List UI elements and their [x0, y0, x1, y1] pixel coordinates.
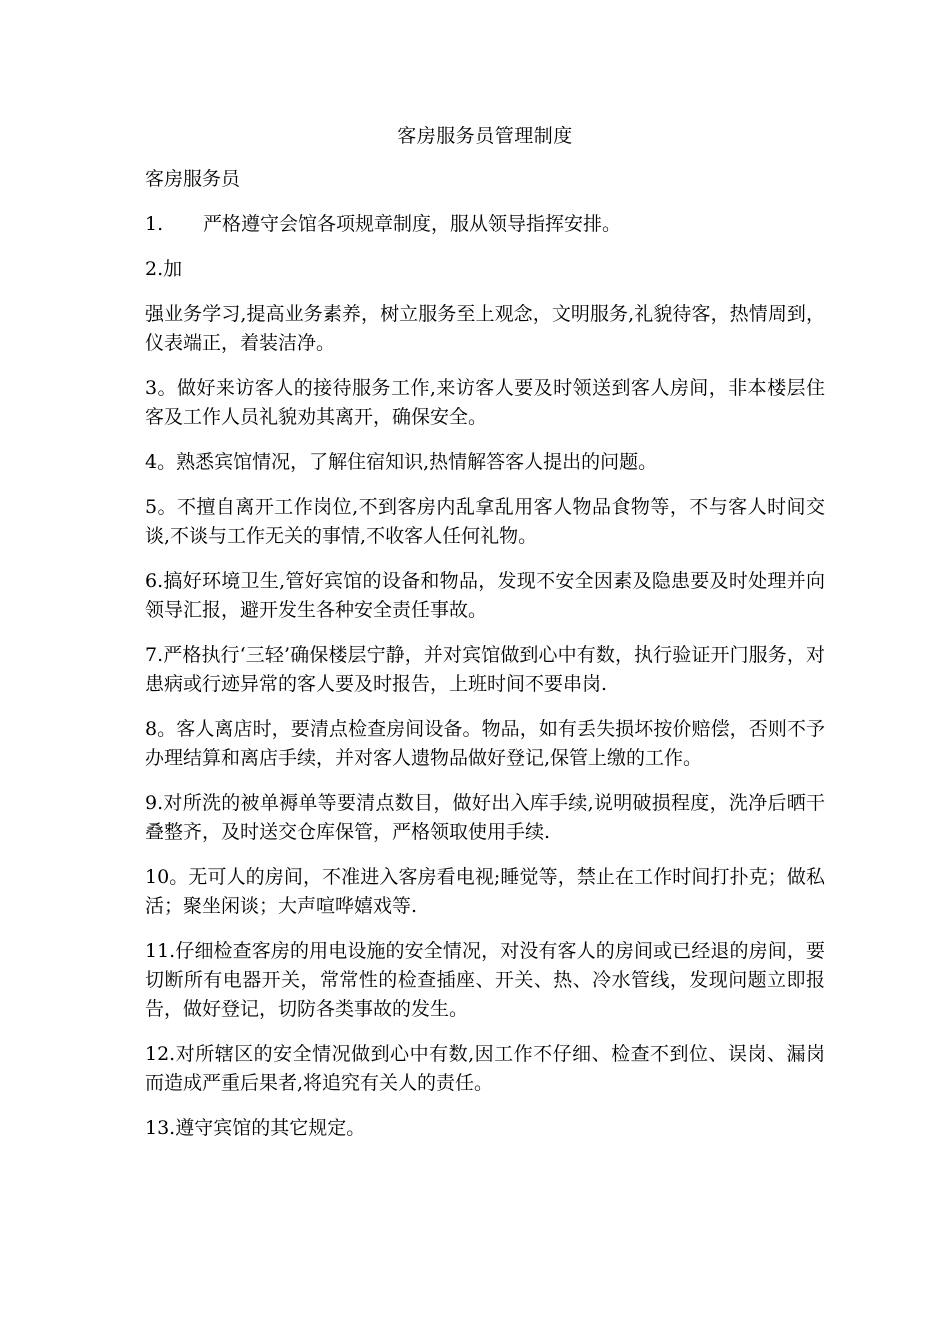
- item-text: 严格执行‘三轻’确保楼层宁静，并对宾馆做到心中有数，执行验证开门服务，对患病或行迹异常的客人要及时报告，上班时间不要串岗.: [145, 644, 825, 695]
- item-text: 仔细检查客房的用电设施的安全情况，对没有客人的房间或已经退的房间，要切断所有电器开关，常常性的检查插座、开关、热、冷水管线，发现问题立即报告，做好登记，切防各类事故的发生。: [145, 940, 825, 1020]
- item-text: 做好来访客人的接待服务工作,来访客人要及时领送到客人房间，非本楼层住客及工作人员礼貌劝其离开，确保安全。: [145, 377, 825, 428]
- rule-item-8: [145, 715, 825, 773]
- rule-item-5: [145, 493, 825, 551]
- item-number: 13.: [145, 1117, 176, 1139]
- item-text: 熟悉宾馆情况，了解住宿知识,热情解答客人提出的问题。: [176, 451, 658, 473]
- item-text: 遵守宾馆的其它规定。: [175, 1117, 366, 1139]
- document-body: [145, 122, 825, 1159]
- rule-item-13: [145, 1114, 825, 1143]
- item-text: 无可人的房间，不准进入客房看电视;睡觉等，禁止在工作时间打扑克；做私活；聚坐闲谈；大声喧哗嬉戏等.: [145, 866, 825, 917]
- rule-item-3: [145, 374, 825, 432]
- item-text: 搞好环境卫生,管好宾馆的设备和物品，发现不安全因素及隐患要及时处理并向领导汇报，避开发生各种安全责任事故。: [145, 570, 825, 621]
- document-title: 客房服务员管理制度: [397, 125, 573, 147]
- item-number: 7.: [145, 644, 164, 666]
- item-number: 10。: [145, 866, 189, 888]
- item-number: 11.: [145, 940, 176, 962]
- rule-item-10: [145, 863, 825, 921]
- item-number: 9.: [145, 792, 164, 814]
- item-text: 强业务学习,提高业务素养，树立服务至上观念，文明服务,礼貌待客，热情周到，仪表端正，着装洁净。: [145, 303, 825, 354]
- rule-item-1: [145, 210, 825, 239]
- item-number: 1.: [145, 213, 164, 235]
- rule-item-6: [145, 567, 825, 625]
- rule-item-4: [145, 448, 825, 477]
- item-number: 12.: [145, 1043, 176, 1065]
- rule-item-7: [145, 641, 825, 699]
- rule-item-12: [145, 1040, 825, 1098]
- item-number: 2.加: [145, 258, 183, 280]
- item-number: 6.: [145, 570, 164, 592]
- rule-item-2: [145, 255, 825, 284]
- item-text: 严格遵守会馆各项规章制度，服从领导指挥安排。: [203, 213, 622, 235]
- item-text: 对所辖区的安全情况做到心中有数,因工作不仔细、检查不到位、误岗、漏岗而造成严重后果者,将追究有关人的责任。: [145, 1043, 825, 1094]
- rule-item-11: [145, 937, 825, 1024]
- rule-item-9: [145, 789, 825, 847]
- item-text: 客人离店时，要清点检查房间设备。物品，如有丢失损坏按价赔偿，否则不予办理结算和离店手续，并对客人遗物品做好登记,保管上缴的工作。: [145, 718, 825, 769]
- item-number: 5。: [145, 496, 177, 518]
- item-text: 对所洗的被单褥单等要清点数目，做好出入库手续,说明破损程度，洗净后晒干叠整齐，及时送交仓库保管，严格领取使用手续.: [145, 792, 825, 843]
- item-number: 3。: [145, 377, 177, 399]
- item-number: 8。: [145, 718, 177, 740]
- rule-item-2-continued: [145, 300, 825, 358]
- item-text: 不擅自离开工作岗位,不到客房内乱拿乱用客人物品食物等，不与客人时间交谈,不谈与工作无关的事情,不收客人任何礼物。: [145, 496, 825, 547]
- section-heading: 客房服务员: [145, 168, 241, 190]
- item-number: 4。: [145, 451, 177, 473]
